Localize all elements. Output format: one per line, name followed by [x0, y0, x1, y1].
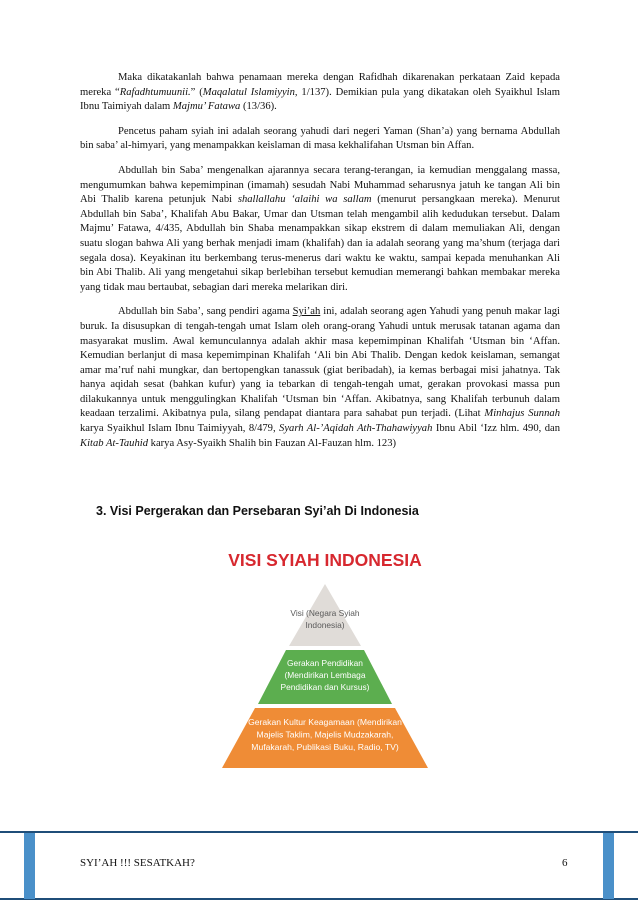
- pyramid-tier-culture-label: [248, 717, 402, 752]
- pyramid-tier-text-line: Pendidikan dan Kursus): [280, 682, 370, 692]
- pyramid-tier-text-line: Gerakan Kultur Keagamaan (Mendirikan: [248, 717, 402, 727]
- pyramid-tier-text-line: Mufakarah, Publikasi Buku, Radio, TV): [251, 742, 399, 752]
- paragraph-4: [80, 305, 560, 451]
- paragraph-1: [80, 71, 560, 115]
- text-segment: , 1/137). Demikian pula yang dikatakan oleh Syaikhul Islam Ibnu Taimiyah dalam: [80, 86, 560, 113]
- pyramid-tier-text-line: (Mendirikan Lembaga: [284, 670, 366, 680]
- pyramid-tier-education-label: [281, 658, 370, 692]
- pyramid-diagram: [222, 536, 428, 790]
- text-segment: Syi’ah: [292, 306, 321, 318]
- text-segment: ” (: [190, 86, 203, 98]
- pyramid-figure: [222, 536, 428, 790]
- text-segment: Abdullah bin Saba’, sang pendiri agama: [118, 306, 293, 318]
- text-segment: Pencetus paham syiah ini adalah seorang yahudi dari negeri Yaman (Shan’a) yang bernama Abdullah bin saba’ al-himyari, yang menampakkan keislaman di masa kekhalifahan Utsman bin Affan.: [80, 125, 560, 152]
- text-segment: karya Syaikhul Islam Ibnu Taimiyyah, 8/479,: [80, 423, 280, 435]
- text-segment: Kitab At-Tauhid: [80, 437, 148, 449]
- text-segment: (13/36).: [240, 101, 277, 113]
- pyramid-tier-text-line: Gerakan Pendidikan: [287, 658, 363, 668]
- text-segment: Syarh Al-’Aqidah Ath-Thahawiyyah: [279, 423, 433, 435]
- text-segment: Minhajus Sunnah: [484, 408, 560, 420]
- text-segment: ini, adalah seorang agen Yahudi yang penuh makar lagi buruk. Ia disusupkan di tengah-tengah umat Islam oleh orang-orang Yahudi untuk merusak tatanan agama dan masyarakat muslim. Awal kemunculannya adalah akhir masa kepemimpinan Khalifah ‘Utsman bin ‘Affan. Kemudian berlanjut di masa kepemimpinan Khalifah ‘Ali bin Abi Thalib. Dengan kedok keislaman, semangat amar ma’ruf nahi mungkar, dan bertopengkan tanassuk (giat beribadah), ia kemas berbagai misi jahatnya. Tak hanya aqidah sesat (bahkan kufur) yang ia tebarkan di tengah-tengah umat, gerakan provokasi massa pun dilakukannya untuk menggulingkan Khalifah ‘Utsman bin ‘Affan. Akibatnya, sang Khalifah terbunuh dalam keadaan terzalimi. Akibatnya pula, silang pendapat diantara para sahabat pun terjadi. (Lihat: [80, 306, 560, 420]
- paragraph-2: [80, 125, 560, 154]
- paragraph-3: [80, 164, 560, 295]
- footer-rule-top: [0, 831, 638, 833]
- text-segment: Maka dikatakanlah bahwa penamaan mereka dengan Rafidhah dikarenakan perkataan Zaid kepada mereka “: [80, 72, 560, 98]
- text-segment: Majmu’ Fatawa: [172, 101, 241, 113]
- body-text: [80, 71, 560, 461]
- text-segment: (menurut persangkaan mereka). Menurut Abdullah bin Saba’, Khalifah Abu Bakar, Umar dan Utsman telah mengambil alih kedudukan tersebut. Dalam Majmu’ Fatawa, 4/435, Abdullah bin Shaba menampakkan sikap ekstrem di dalam memuliakan Ali, dengan suatu slogan bahwa Ali yang berhak menjadi imam (khalifah) dan ia adalah seorang yang ma’shum (terjaga dari segala dosa). Keyakinan itu berkembang terus-menerus dari waktu ke waktu, sampai kepada menuhankan Ali bin Abi Thalib. Ali yang mengetahui sikap berlebihan tersebut kemudian memerangi bahkan membakar mereka yang tidak mau bertaubat, sebagian dari mereka melarikan diri.: [80, 194, 560, 293]
- footer-bar-left: [24, 833, 35, 899]
- pyramid-tier-text-line: Majelis Taklim, Majelis Mudzakarah,: [256, 729, 394, 740]
- pyramid-tier-text-line: Visi (Negara Syiah: [290, 608, 360, 618]
- text-segment: shallallahu ‘alaihi wa sallam: [237, 194, 372, 206]
- text-segment: Abdullah bin Saba’ mengenalkan ajarannya secara terang-terangan, ia kemudian menggalang massa, mengumumkan bahwa kepemimpinan (imamah) sesudah Nabi Muhammad seharusnya jatuh ke tangan Ali bin Abi Thalib karena petunjuk Nabi: [80, 164, 560, 206]
- text-segment: Maqalatul Islamiyyin: [202, 86, 295, 98]
- text-segment: Ibnu Abil ‘Izz hlm. 490, dan: [432, 423, 560, 435]
- footer-title: SYI’AH !!! SESATKAH?: [80, 857, 195, 869]
- section-heading: 3. Visi Pergerakan dan Persebaran Syi’ah Di Indonesia: [96, 504, 419, 518]
- footer-rule-bottom: [0, 898, 638, 900]
- pyramid-tier-text-line: Indonesia): [305, 620, 345, 630]
- figure-title: VISI SYIAH INDONESIA: [228, 550, 422, 570]
- text-segment: karya Asy-Syaikh Shalih bin Fauzan Al-Fauzan hlm. 123): [148, 437, 397, 449]
- footer-bar-right: [603, 833, 614, 899]
- page-number: 6: [562, 857, 568, 869]
- text-segment: Rafadhtumuunii.: [119, 86, 191, 98]
